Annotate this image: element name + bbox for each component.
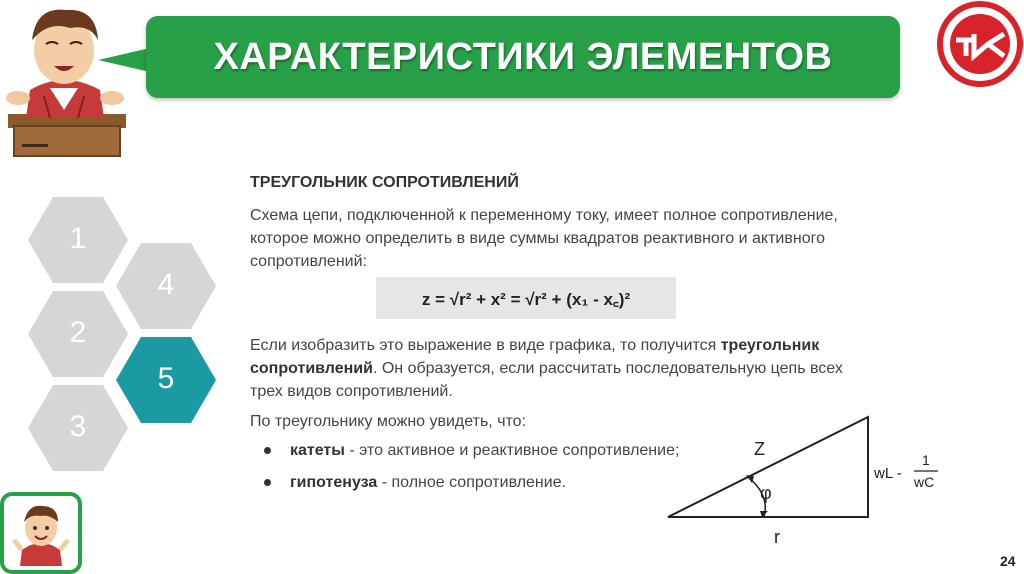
para2-end: . Он образуется, если рассчитать последовательную цепь всех трех видов сопротивлений. xyxy=(250,360,843,400)
para2-start: Если изобразить это выражение в виде графика, то получится xyxy=(250,337,721,354)
banner-tail xyxy=(98,48,150,72)
para2-bold: треугольник сопротивлений xyxy=(250,337,820,377)
list-item xyxy=(264,474,679,506)
hex-label-2: 2 xyxy=(69,316,87,349)
bullet-text: - это активное и реактивное сопротивление; xyxy=(344,442,680,459)
triangle-paragraph xyxy=(250,334,850,403)
angle-label: φ xyxy=(760,483,772,503)
hex-label-4: 4 xyxy=(157,268,175,301)
page-title: ХАРАКТЕРИСТИКИ ЭЛЕМЕНТОВ xyxy=(213,35,833,78)
hex-label-3: 3 xyxy=(69,410,87,443)
bullet-icon xyxy=(264,479,271,486)
bullet-list xyxy=(264,442,679,506)
hex-label-5: 5 xyxy=(157,362,175,395)
intro-paragraph: Схема цепи, подключенной к переменному току, имеет полное сопротивление, которое можно определить в виде суммы квадратов реактивного и активного сопротивлений: xyxy=(250,207,838,270)
fraction-denominator: wC xyxy=(914,474,935,490)
fraction-numerator: 1 xyxy=(922,452,930,468)
impedance-formula: z = √r² + x² = √r² + (x₁ - x꜀)² xyxy=(376,277,676,319)
side-label-prefix: wL - xyxy=(874,465,902,482)
base-label: r xyxy=(774,527,780,547)
hex-navigation xyxy=(0,185,240,485)
list-item xyxy=(264,442,679,474)
hypotenuse-label: Z xyxy=(754,439,765,459)
impedance-triangle-diagram xyxy=(660,405,960,555)
character-badge[interactable] xyxy=(0,492,82,574)
bullet-text: - полное сопротивление. xyxy=(377,474,567,491)
page-number: 24 xyxy=(1000,553,1016,569)
hex-label-1: 1 xyxy=(69,222,87,255)
section-heading: ТРЕУГОЛЬНИК СОПРОТИВЛЕНИЙ xyxy=(250,174,519,191)
college-logo xyxy=(936,0,1024,88)
bullet-bold: гипотенуза xyxy=(290,474,378,491)
title-banner xyxy=(146,16,900,98)
bullet-bold: катеты xyxy=(290,442,345,459)
observation-paragraph: По треугольнику можно увидеть, что: xyxy=(250,413,527,430)
teacher-character-illustration xyxy=(0,0,140,160)
hex-shapes xyxy=(0,185,240,485)
bullet-icon xyxy=(264,447,271,454)
